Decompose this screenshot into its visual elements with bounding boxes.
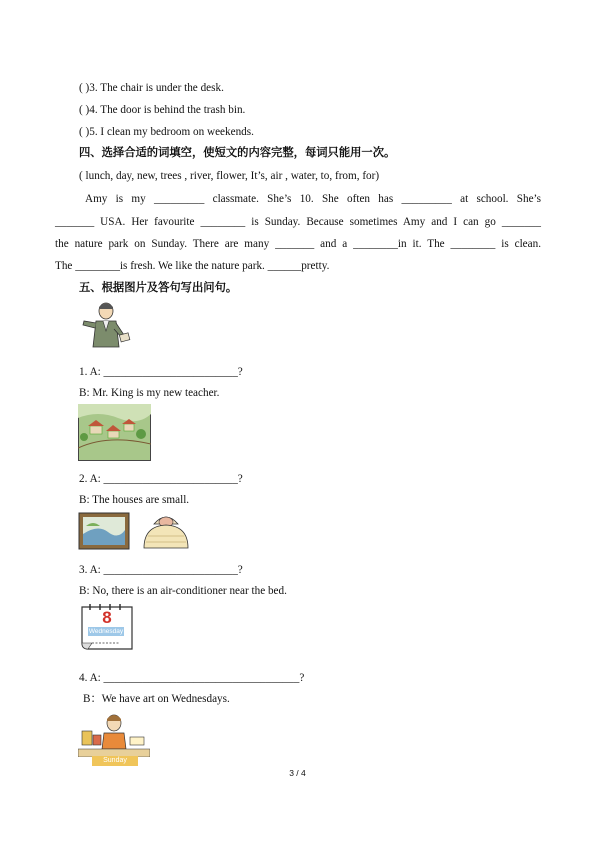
passage-line-1: Amy is my _________ classmate. She’s 10. She often has _________ at school. She’s bbox=[85, 193, 541, 205]
sunday-illustration bbox=[78, 711, 150, 766]
bed-illustration bbox=[138, 510, 194, 550]
houses-illustration bbox=[78, 404, 151, 461]
question-1: 1. A: ________________________? bbox=[79, 366, 243, 378]
page-number: 3 / 4 bbox=[289, 768, 306, 778]
answer-1: B: Mr. King is my new teacher. bbox=[79, 387, 220, 399]
passage-line-2: _______ USA. Her favourite ________ is Sunday. Because sometimes Amy and I can go _______ bbox=[55, 216, 541, 228]
answer-4: B：We have art on Wednesdays. bbox=[83, 693, 230, 705]
question-4: 4. A: ___________________________________? bbox=[79, 672, 305, 684]
question-3: 3. A: ________________________? bbox=[79, 564, 243, 576]
tf-item-5: ( )5. I clean my bedroom on weekends. bbox=[79, 126, 254, 138]
teacher-illustration bbox=[78, 301, 136, 349]
passage-line-4: The ________is fresh. We like the nature park. ______pretty. bbox=[55, 260, 330, 272]
passage-line-3: the nature park on Sunday. There are many _______ and a ________in it. The ________ is clean. bbox=[55, 238, 541, 250]
calendar-weekday: Wednesday bbox=[88, 628, 124, 635]
calendar-date: 8 bbox=[102, 608, 112, 627]
word-bank: ( lunch, day, new, trees , river, flower, It’s, air , water, to, from, for) bbox=[79, 170, 380, 182]
answer-3: B: No, there is an air-conditioner near the bed. bbox=[79, 585, 287, 597]
question-2: 2. A: ________________________? bbox=[79, 473, 243, 485]
section4-heading: 四、选择合适的词填空，使短文的内容完整，每词只能用一次。 bbox=[79, 146, 396, 159]
sunday-label: Sunday bbox=[92, 756, 138, 766]
boy-desk-drawing bbox=[78, 711, 150, 757]
tf-item-3: ( )3. The chair is under the desk. bbox=[79, 82, 224, 94]
section5-heading: 五、根据图片及答句写出问句。 bbox=[79, 281, 238, 294]
tf-item-4: ( )4. The door is behind the trash bin. bbox=[79, 104, 246, 116]
calendar-illustration bbox=[78, 603, 136, 653]
painting-illustration bbox=[78, 512, 130, 550]
answer-2: B: The houses are small. bbox=[79, 494, 190, 506]
